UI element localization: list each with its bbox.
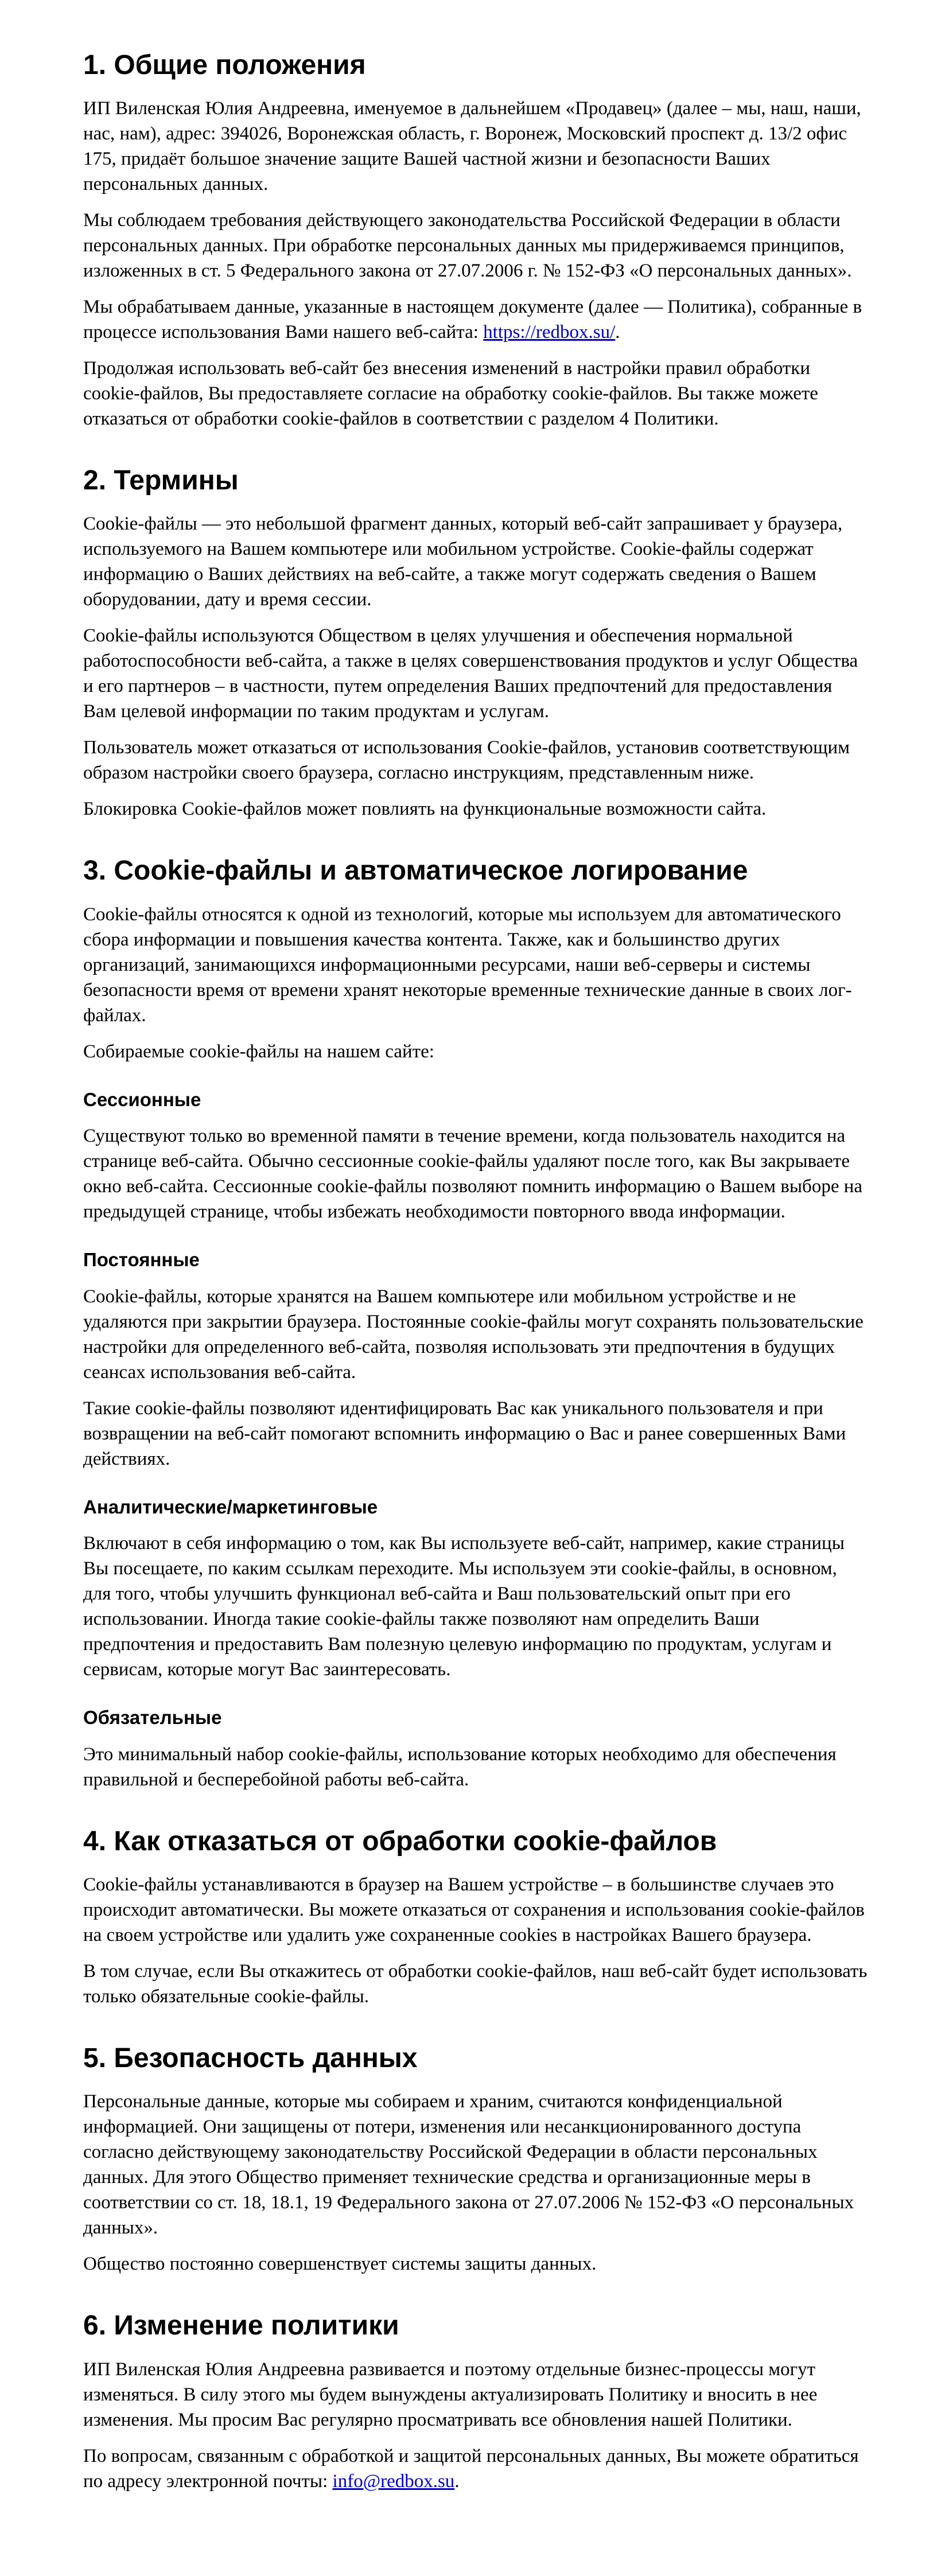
- section-heading: 1. Общие положения: [83, 50, 366, 80]
- text-run: ИП Виленская Юлия Андреевна, именуемое в дальнейшем «Продавец» (далее – мы, наш, наши, нас, нам), адрес: 394026, Воронежская область, г. Воронеж, Московский проспект д. 13/2 офис 175, придаёт большое значение защите Вашей частной жизни и безопасности Ваших персональных данных.: [83, 98, 861, 195]
- text-run: Такие cookie-файлы позволяют идентифицировать Вас как уникального пользователя и при возвращении на веб-сайт помогают вспомнить информацию о Вас и ранее совершенных Вами действиях.: [83, 1398, 846, 1469]
- paragraph: [83, 1123, 869, 1224]
- paragraph: [83, 1284, 869, 1385]
- text-run: Мы соблюдаем требования действующего законодательства Российской Федерации в области персональных данных. При обработке персональных данных мы придерживаемся принципов, изложенных в ст. 5 Федерального закона от 27.07.2006 г. № 152-ФЗ «О персональных данных».: [83, 210, 852, 282]
- section-heading: 6. Изменение политики: [83, 2310, 399, 2341]
- text-run: .: [454, 2470, 460, 2492]
- paragraph: [83, 796, 869, 822]
- text-run: Продолжая использовать веб-сайт без внесения изменений в настройки правил обработки cookie-файлов, Вы предоставляете согласие на обработку cookie-файлов. Вы также можете отказаться от обработки cookie-файлов в соответствии с разделом 4 Политики.: [83, 358, 818, 430]
- paragraph: [83, 96, 869, 197]
- website-link[interactable]: https://redbox.su/: [483, 322, 616, 343]
- text-run: Cookie-файлы относятся к одной из технологий, которые мы используем для автоматического сбора информации и повышения качества контента. Также, как и большинство других организаций, занимающихся информационными ресурсами, наши веб-серверы и системы безопасности время от времени хранят некоторые временные технические данные в своих лог-файлах.: [83, 904, 852, 1026]
- paragraph: [83, 735, 869, 785]
- text-run: Пользователь может отказаться от использования Cookie-файлов, установив соответствующим образом настройки своего браузера, согласно инструкциям, представленным ниже.: [83, 737, 850, 784]
- text-run: Cookie-файлы устанавливаются в браузер на Вашем устройстве – в большинстве случаев это происходит автоматически. Вы можете отказаться от сохранения и использования cookie-файлов на своем устройстве или удалить уже сохраненные cookies в настройках Вашего браузера.: [83, 1874, 865, 1946]
- paragraph: [83, 1039, 869, 1064]
- text-run: Включают в себя информацию о том, как Вы используете веб-сайт, например, какие страницы Вы посещаете, по каким ссылкам переходите. Мы используем эти cookie-файлы, в основном, для того, чтобы улучшить функционал веб-сайта и Ваш пользовательский опыт при его использовании. Иногда такие cookie-файлы также позволяют нам определить Ваши предпочтения и предоставить Вам полезную целевую информацию по продуктам, услугам и сервисам, которые могут Вас заинтересовать.: [83, 1533, 845, 1680]
- text-run: Cookie-файлы используются Обществом в целях улучшения и обеспечения нормальной работоспособности веб-сайта, а также в целях совершенствования продуктов и услуг Общества и его партнеров – в частности, путем определения Ваших предпочтений для предоставления Вам целевой информации по таким продуктам и услугам.: [83, 625, 858, 722]
- email-link[interactable]: info@redbox.su: [332, 2470, 455, 2492]
- paragraph: [83, 2251, 869, 2277]
- subsection-heading: Обязательные: [83, 1707, 222, 1729]
- section-heading: 2. Термины: [83, 465, 239, 496]
- text-run: Мы обрабатываем данные, указанные в настоящем документе (далее — Политика), собранные в процессе использования Вами нашего веб-сайта:: [83, 297, 862, 343]
- text-run: По вопросам, связанным с обработкой и защитой персональных данных, Вы можете обратиться по адресу электронной почты:: [83, 2445, 859, 2492]
- text-run: Блокировка Cookie-файлов может повлиять на функциональные возможности сайта.: [83, 799, 767, 820]
- policy-document-body: [83, 49, 869, 2494]
- section-heading: 4. Как отказаться от обработки cookie-файлов: [83, 1826, 717, 1857]
- text-run: Собираемые cookie-файлы на нашем сайте:: [83, 1041, 434, 1062]
- paragraph: [83, 2443, 869, 2494]
- text-run: ИП Виленская Юлия Андреевна развивается и поэтому отдельные бизнес-процессы могут изменяться. В силу этого мы будем вынуждены актуализировать Политику и вносить в нее изменения. Мы просим Вас регулярно просматривать все обновления нашей Политики.: [83, 2359, 818, 2430]
- text-run: Персональные данные, которые мы собираем и храним, считаются конфиденциальной информацией. Они защищены от потери, изменения или несанкционированного доступа согласно действующему законодательству Российской Федерации в области персональных данных. Для этого Общество применяет технические средства и организационные меры в соответствии со ст. 18, 18.1, 19 Федерального закона от 27.07.2006 № 152-ФЗ «О персональных данных».: [83, 2091, 854, 2239]
- paragraph: [83, 623, 869, 724]
- text-run: .: [615, 322, 620, 343]
- subsection-heading: Постоянные: [83, 1249, 200, 1271]
- paragraph: [83, 208, 869, 283]
- paragraph: [83, 356, 869, 431]
- text-run: Общество постоянно совершенствует системы защиты данных.: [83, 2254, 597, 2275]
- paragraph: [83, 902, 869, 1028]
- paragraph: [83, 1872, 869, 1948]
- paragraph: [83, 2357, 869, 2433]
- section-heading: 3. Cookie-файлы и автоматическое логирование: [83, 855, 748, 886]
- paragraph: [83, 1531, 869, 1682]
- paragraph: [83, 294, 869, 345]
- paragraph: [83, 1742, 869, 1792]
- subsection-heading: Аналитические/маркетинговые: [83, 1496, 378, 1517]
- text-run: Cookie-файлы — это небольшой фрагмент данных, который веб-сайт запрашивает у браузера, используемого на Вашем компьютере или мобильном устройстве. Cookie-файлы содержат информацию о Ваших действиях на веб-сайте, а также могут содержать сведения о Вашем оборудовании, дату и время сессии.: [83, 513, 843, 610]
- paragraph: [83, 1396, 869, 1472]
- section-heading: 5. Безопасность данных: [83, 2043, 418, 2074]
- subsection-heading: Сессионные: [83, 1088, 201, 1110]
- paragraph: [83, 511, 869, 612]
- paragraph: [83, 2089, 869, 2240]
- text-run: Cookie-файлы, которые хранятся на Вашем компьютере или мобильном устройстве и не удаляются при закрытии браузера. Постоянные cookie-файлы могут сохранять пользовательские настройки для определенного веб-сайта, позволяя использовать эти предпочтения в будущих сеансах использования веб-сайта.: [83, 1286, 864, 1383]
- text-run: В том случае, если Вы откажитесь от обработки cookie-файлов, наш веб-сайт будет использовать только обязательные cookie-файлы.: [83, 1961, 868, 2007]
- text-run: Существуют только во временной памяти в течение времени, когда пользователь находится на странице веб-сайта. Обычно сессионные cookie-файлы удаляют после того, как Вы закрываете окно веб-сайта. Сессионные cookie-файлы позволяют помнить информацию о Вашем выборе на предыдущей странице, чтобы избежать необходимости повторного ввода информации.: [83, 1126, 863, 1223]
- text-run: Это минимальный набор cookie-файлы, использование которых необходимо для обеспечения правильной и бесперебойной работы веб-сайта.: [83, 1744, 837, 1790]
- paragraph: [83, 1959, 869, 2009]
